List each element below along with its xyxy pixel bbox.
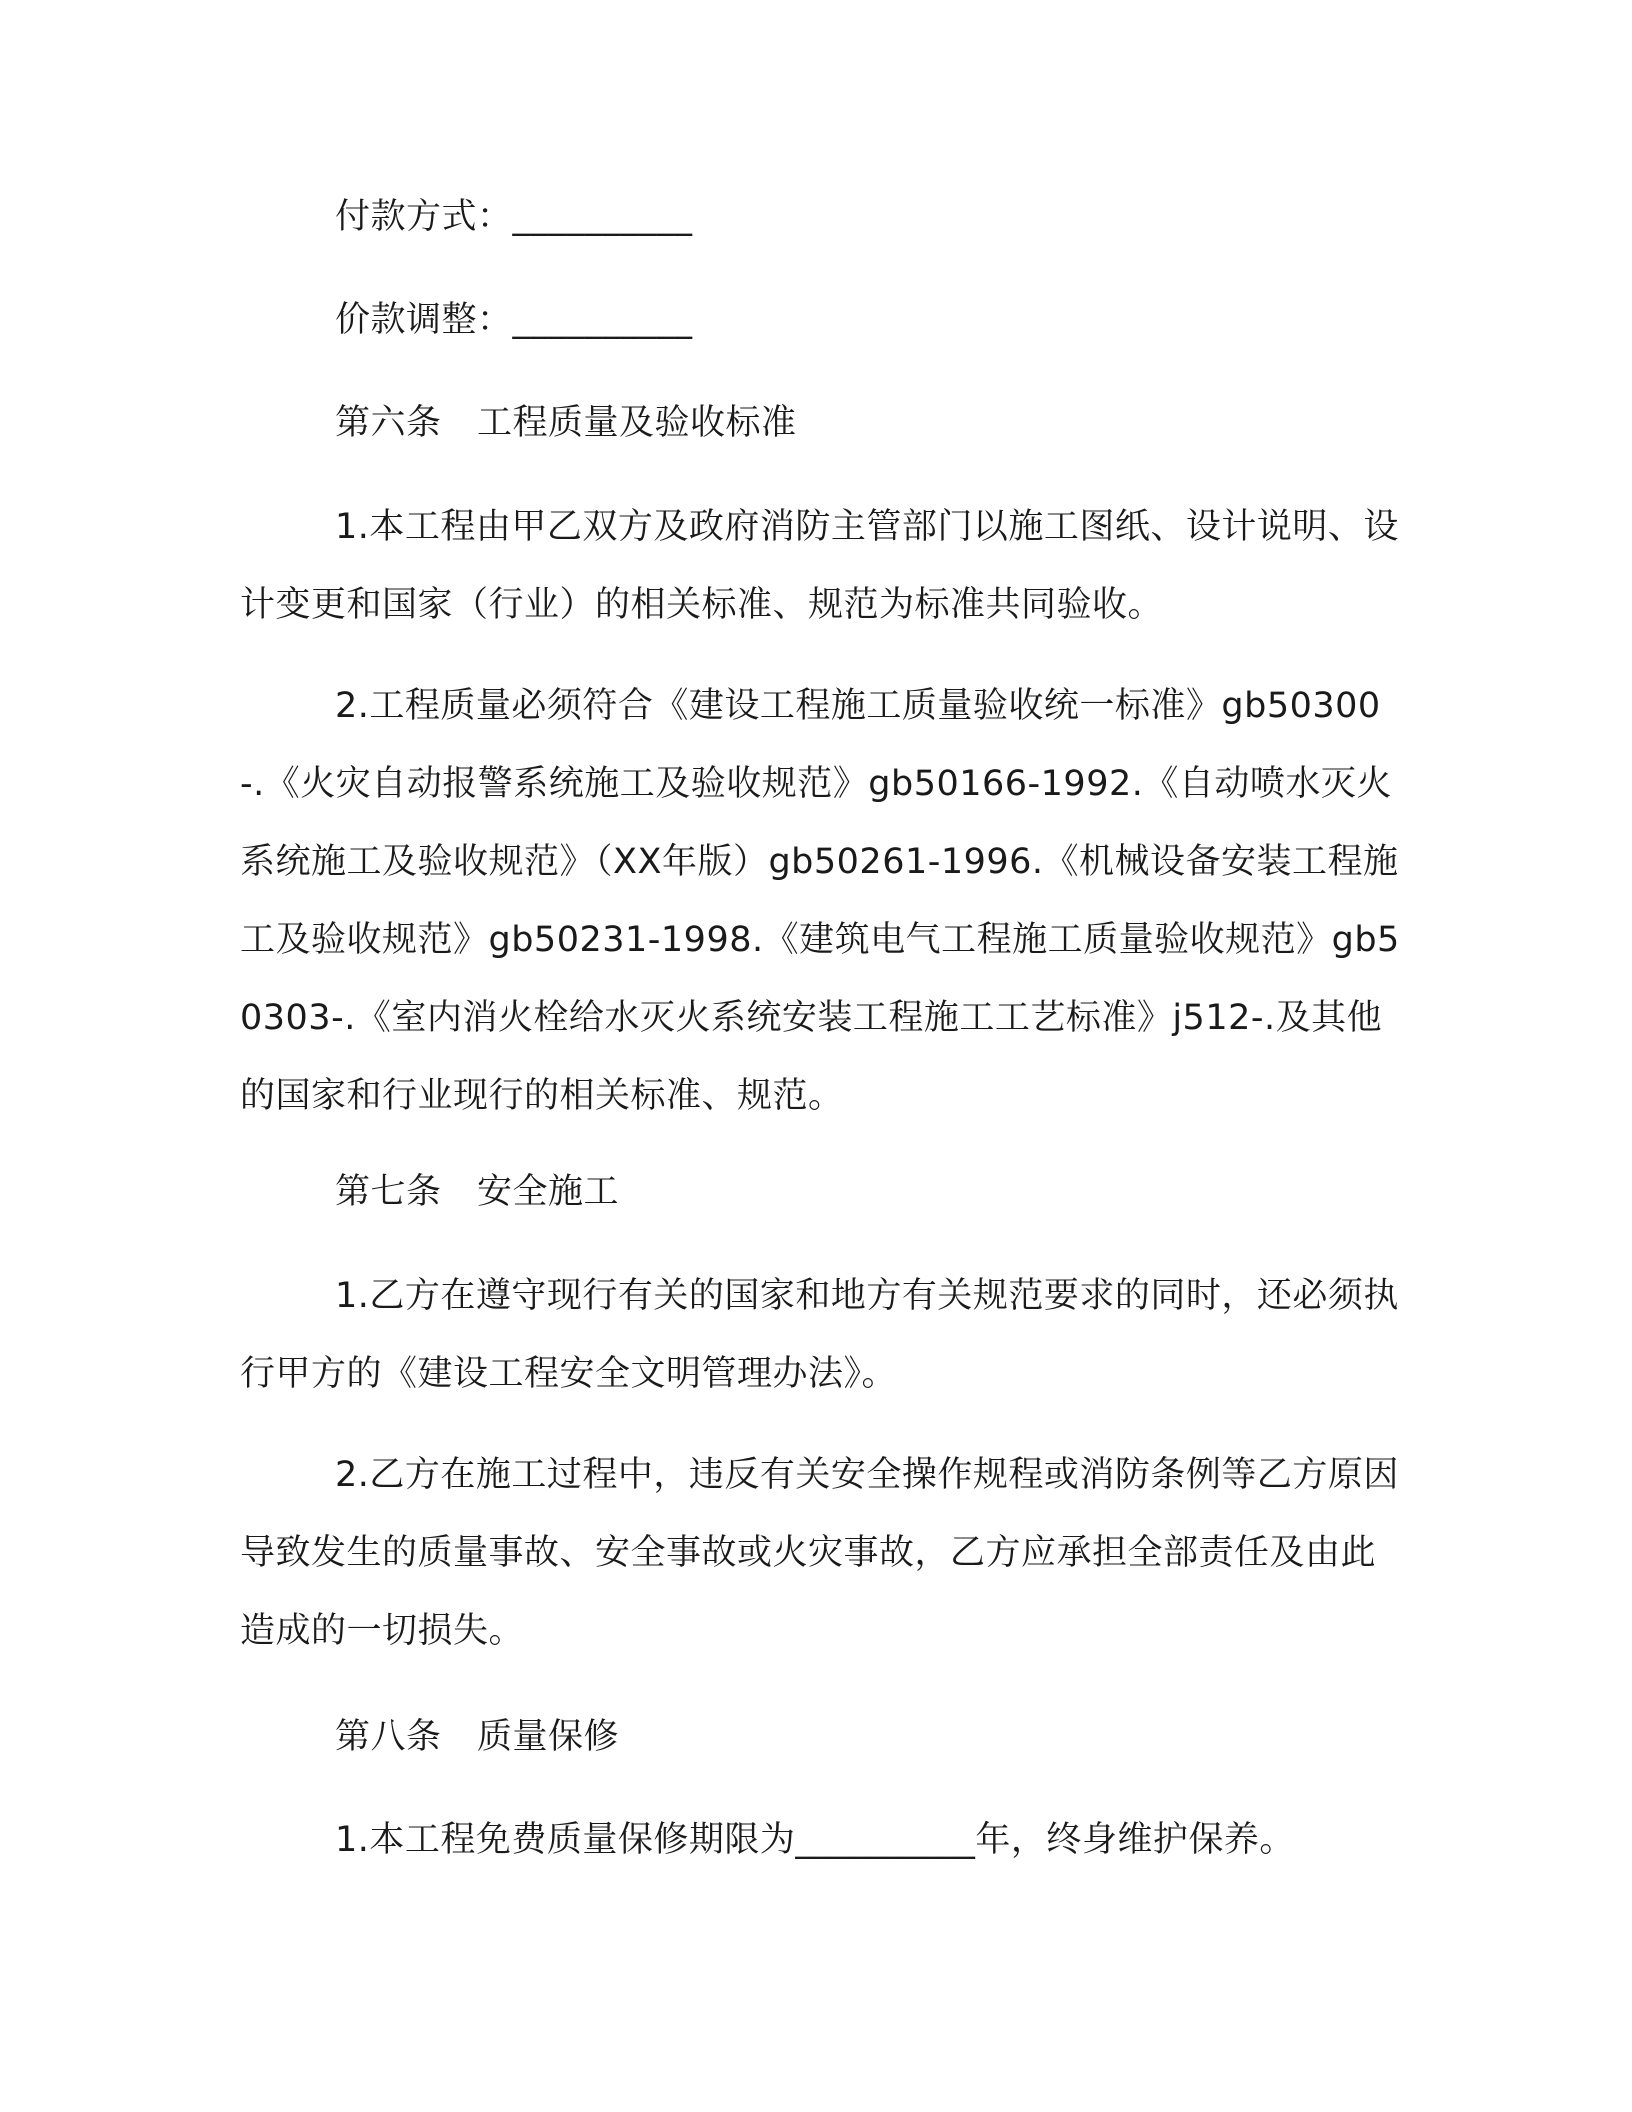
article6-item1: 1.本工程由甲乙双方及政府消防主管部门以施工图纸、设计说明、设计变更和国家（行业）的相关标准、规范为标准共同验收。 [240, 507, 1399, 625]
price-adjustment-line: 价款调整：__________ [335, 300, 693, 340]
article7-item2: 2.乙方在施工过程中，违反有关安全操作规程或消防条例等乙方原因导致发生的质量事故、安全事故或火灾事故，乙方应承担全部责任及由此造成的一切损失。 [240, 1455, 1399, 1651]
article8-item1: 1.本工程免费质量保修期限为__________年，终身维护保养。 [335, 1820, 1295, 1860]
article8-heading: 第八条 质量保修 [335, 1717, 620, 1757]
article7-item1: 1.乙方在遵守现行有关的国家和地方有关规范要求的同时，还必须执行甲方的《建设工程安全文明管理办法》。 [240, 1276, 1399, 1394]
article7-heading: 第七条 安全施工 [335, 1172, 620, 1212]
article6-heading: 第六条 工程质量及验收标准 [335, 403, 797, 443]
payment-method-line: 付款方式：__________ [335, 197, 693, 237]
article6-item2: 2.工程质量必须符合《建设工程施工质量验收统一标准》gb50300-.《火灾自动报警系统施工及验收规范》gb50166-1992.《自动喷水灭火系统施工及验收规范》（XX年版）gb50261-1996.《机械设备安装工程施工及验收规范》gb50231-1998.《建筑电气工程施工质量验收规范》gb50303-.《室内消火栓给水灭火系统安装工程施工工艺标准》j512-.及其他的国家和行业现行的相关标准、规范。 [240, 686, 1400, 1116]
